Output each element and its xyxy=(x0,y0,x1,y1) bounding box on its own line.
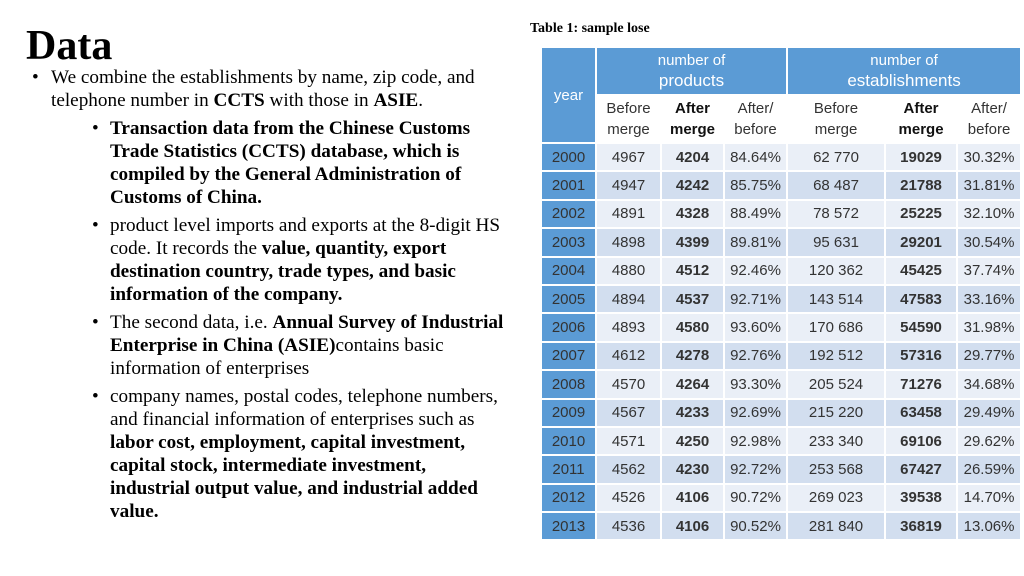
sub-bullet-company-info xyxy=(51,385,510,523)
year-cell: 2009 xyxy=(541,399,596,427)
establishments-ratio-cell: 34.68% xyxy=(957,370,1021,398)
sub-bullet-company-text: company names, postal codes, telephone numbers, and financial information of enterprises such as xyxy=(110,386,498,430)
table-caption: Table 1: sample lose xyxy=(530,21,650,36)
establishments-before-cell: 78 572 xyxy=(787,200,885,228)
products-before-cell: 4571 xyxy=(596,427,661,455)
products-before-cell: 4536 xyxy=(596,512,661,540)
establishments-ratio-cell: 29.49% xyxy=(957,399,1021,427)
products-before-merge-header xyxy=(596,95,661,143)
year-cell: 2011 xyxy=(541,455,596,483)
bullet-main xyxy=(30,66,510,523)
establishments-before-cell: 233 340 xyxy=(787,427,885,455)
products-after-cell: 4204 xyxy=(661,143,724,171)
table-row xyxy=(541,484,1021,512)
products-ratio-cell: 93.60% xyxy=(724,313,787,341)
products-ratio-header-line1: After/ xyxy=(737,100,774,117)
bullet-main-ccts: CCTS xyxy=(213,90,265,111)
year-cell: 2010 xyxy=(541,427,596,455)
products-after-cell: 4537 xyxy=(661,285,724,313)
products-ratio-cell: 85.75% xyxy=(724,171,787,199)
establishments-ratio-cell: 32.10% xyxy=(957,200,1021,228)
establishments-after-merge-header-line1: After xyxy=(903,100,939,117)
products-before-cell: 4526 xyxy=(596,484,661,512)
establishments-after-cell: 54590 xyxy=(885,313,957,341)
table-row xyxy=(541,200,1021,228)
establishments-ratio-cell: 30.54% xyxy=(957,228,1021,256)
establishments-header-line1: number of xyxy=(870,52,938,69)
year-cell: 2000 xyxy=(541,143,596,171)
products-after-merge-header xyxy=(661,95,724,143)
year-cell: 2002 xyxy=(541,200,596,228)
establishments-after-cell: 29201 xyxy=(885,228,957,256)
table-row xyxy=(541,228,1021,256)
establishments-before-merge-header-line2: merge xyxy=(814,121,858,138)
table-row xyxy=(541,370,1021,398)
products-before-cell: 4612 xyxy=(596,342,661,370)
establishments-after-cell: 69106 xyxy=(885,427,957,455)
establishments-header-line2: establishments xyxy=(847,71,961,90)
bullet-main-mid: with those in xyxy=(264,90,374,111)
products-before-cell: 4894 xyxy=(596,285,661,313)
establishments-ratio-header-line1: After/ xyxy=(971,100,1007,117)
establishments-ratio-cell: 13.06% xyxy=(957,512,1021,540)
year-cell: 2008 xyxy=(541,370,596,398)
products-before-cell: 4567 xyxy=(596,399,661,427)
table-row xyxy=(541,427,1021,455)
products-ratio-cell: 92.71% xyxy=(724,285,787,313)
year-cell: 2006 xyxy=(541,313,596,341)
products-after-merge-header-line2: merge xyxy=(669,121,716,138)
products-after-merge-header-line1: After xyxy=(674,100,710,117)
establishments-before-cell: 170 686 xyxy=(787,313,885,341)
establishments-after-cell: 63458 xyxy=(885,399,957,427)
products-before-cell: 4893 xyxy=(596,313,661,341)
products-after-cell: 4328 xyxy=(661,200,724,228)
establishments-ratio-cell: 31.81% xyxy=(957,171,1021,199)
products-ratio-cell: 92.76% xyxy=(724,342,787,370)
establishments-before-cell: 120 362 xyxy=(787,257,885,285)
products-ratio-cell: 88.49% xyxy=(724,200,787,228)
establishments-before-merge-header xyxy=(787,95,885,143)
establishments-after-cell: 47583 xyxy=(885,285,957,313)
sub-bullet-ccts-text: Transaction data from the Chinese Customs Trade Statistics (CCTS) database, which is compiled by the General Administration of Customs of China. xyxy=(110,118,471,208)
products-after-cell: 4242 xyxy=(661,171,724,199)
establishments-ratio-cell: 29.77% xyxy=(957,342,1021,370)
year-cell: 2012 xyxy=(541,484,596,512)
year-header: year xyxy=(541,47,596,143)
products-after-cell: 4278 xyxy=(661,342,724,370)
sub-bullet-asie-bold: Annual Survey of Industrial Enterprise in China (ASIE) xyxy=(110,312,504,356)
sub-bullet-product-bold: value, quantity, export destination country, trade types, and basic information of the company. xyxy=(110,238,456,305)
products-after-cell: 4233 xyxy=(661,399,724,427)
slide-title: Data xyxy=(26,23,113,69)
bullet-main-text: We combine the establishments by name, zip code, and telephone number in xyxy=(51,67,475,111)
products-ratio-cell: 92.46% xyxy=(724,257,787,285)
establishments-ratio-cell: 14.70% xyxy=(957,484,1021,512)
bullet-list xyxy=(30,66,510,523)
establishments-after-cell: 71276 xyxy=(885,370,957,398)
products-ratio-cell: 92.72% xyxy=(724,455,787,483)
establishments-after-cell: 67427 xyxy=(885,455,957,483)
products-before-cell: 4947 xyxy=(596,171,661,199)
products-before-cell: 4880 xyxy=(596,257,661,285)
products-before-cell: 4898 xyxy=(596,228,661,256)
products-ratio-cell: 84.64% xyxy=(724,143,787,171)
products-after-cell: 4580 xyxy=(661,313,724,341)
sub-bullet-asie-end: contains basic information of enterprises xyxy=(110,335,444,379)
year-cell: 2005 xyxy=(541,285,596,313)
products-after-cell: 4512 xyxy=(661,257,724,285)
establishments-ratio-cell: 29.62% xyxy=(957,427,1021,455)
table-row xyxy=(541,143,1021,171)
establishments-ratio-header xyxy=(957,95,1021,143)
table-row xyxy=(541,342,1021,370)
products-after-cell: 4106 xyxy=(661,512,724,540)
establishments-before-cell: 95 631 xyxy=(787,228,885,256)
establishments-after-cell: 25225 xyxy=(885,200,957,228)
establishments-group-header xyxy=(787,47,1021,95)
products-ratio-header-line2: before xyxy=(734,121,777,138)
establishments-after-merge-header-line2: merge xyxy=(898,121,944,138)
sub-bullet-company-bold: labor cost, employment, capital investment, capital stock, intermediate investment, industrial output value, and industrial added value. xyxy=(110,432,478,522)
establishments-before-cell: 143 514 xyxy=(787,285,885,313)
table-row xyxy=(541,257,1021,285)
products-before-cell: 4562 xyxy=(596,455,661,483)
year-cell: 2003 xyxy=(541,228,596,256)
products-ratio-cell: 90.72% xyxy=(724,484,787,512)
establishments-ratio-cell: 33.16% xyxy=(957,285,1021,313)
products-after-cell: 4399 xyxy=(661,228,724,256)
products-ratio-cell: 90.52% xyxy=(724,512,787,540)
establishments-ratio-cell: 31.98% xyxy=(957,313,1021,341)
establishments-after-cell: 39538 xyxy=(885,484,957,512)
establishments-before-cell: 215 220 xyxy=(787,399,885,427)
establishments-ratio-header-line2: before xyxy=(967,121,1011,138)
establishments-before-cell: 62 770 xyxy=(787,143,885,171)
products-before-cell: 4891 xyxy=(596,200,661,228)
establishments-after-cell: 45425 xyxy=(885,257,957,285)
products-after-cell: 4250 xyxy=(661,427,724,455)
table-row xyxy=(541,171,1021,199)
table-row xyxy=(541,399,1021,427)
products-after-cell: 4106 xyxy=(661,484,724,512)
establishments-before-cell: 205 524 xyxy=(787,370,885,398)
year-cell: 2004 xyxy=(541,257,596,285)
establishments-before-cell: 281 840 xyxy=(787,512,885,540)
bullet-main-end: . xyxy=(418,90,424,111)
sub-bullet-list xyxy=(51,117,510,523)
establishments-after-cell: 57316 xyxy=(885,342,957,370)
products-after-cell: 4264 xyxy=(661,370,724,398)
bullet-main-asie: ASIE xyxy=(373,90,419,111)
table-row xyxy=(541,455,1021,483)
sub-bullet-product-text: product level imports and exports at the 8-digit HS code. It records the xyxy=(110,215,501,259)
year-cell: 2013 xyxy=(541,512,596,540)
establishments-ratio-cell: 37.74% xyxy=(957,257,1021,285)
products-ratio-cell: 92.69% xyxy=(724,399,787,427)
sub-bullet-ccts xyxy=(51,117,510,209)
table-row xyxy=(541,512,1021,540)
establishments-ratio-cell: 30.32% xyxy=(957,143,1021,171)
establishments-ratio-cell: 26.59% xyxy=(957,455,1021,483)
year-cell: 2007 xyxy=(541,342,596,370)
products-before-merge-header-line2: merge xyxy=(607,121,650,138)
establishments-before-cell: 269 023 xyxy=(787,484,885,512)
sample-loss-table xyxy=(540,46,1022,541)
sub-bullet-asie-text: The second data, i.e. xyxy=(110,312,273,333)
establishments-before-cell: 68 487 xyxy=(787,171,885,199)
products-before-cell: 4967 xyxy=(596,143,661,171)
year-cell: 2001 xyxy=(541,171,596,199)
products-header-line2: products xyxy=(658,71,725,90)
table-row xyxy=(541,285,1021,313)
establishments-before-cell: 192 512 xyxy=(787,342,885,370)
products-ratio-cell: 92.98% xyxy=(724,427,787,455)
sub-bullet-product-level xyxy=(51,214,510,306)
products-ratio-cell: 89.81% xyxy=(724,228,787,256)
products-ratio-header xyxy=(724,95,787,143)
products-before-cell: 4570 xyxy=(596,370,661,398)
products-group-header xyxy=(596,47,787,95)
sub-bullet-asie xyxy=(51,311,510,380)
establishments-before-merge-header-line1: Before xyxy=(813,100,859,117)
products-after-cell: 4230 xyxy=(661,455,724,483)
establishments-after-merge-header xyxy=(885,95,957,143)
table-row xyxy=(541,313,1021,341)
establishments-before-cell: 253 568 xyxy=(787,455,885,483)
establishments-after-cell: 36819 xyxy=(885,512,957,540)
products-before-merge-header-line1: Before xyxy=(606,100,651,117)
establishments-after-cell: 19029 xyxy=(885,143,957,171)
establishments-after-cell: 21788 xyxy=(885,171,957,199)
products-header-line1: number of xyxy=(657,52,726,69)
products-ratio-cell: 93.30% xyxy=(724,370,787,398)
